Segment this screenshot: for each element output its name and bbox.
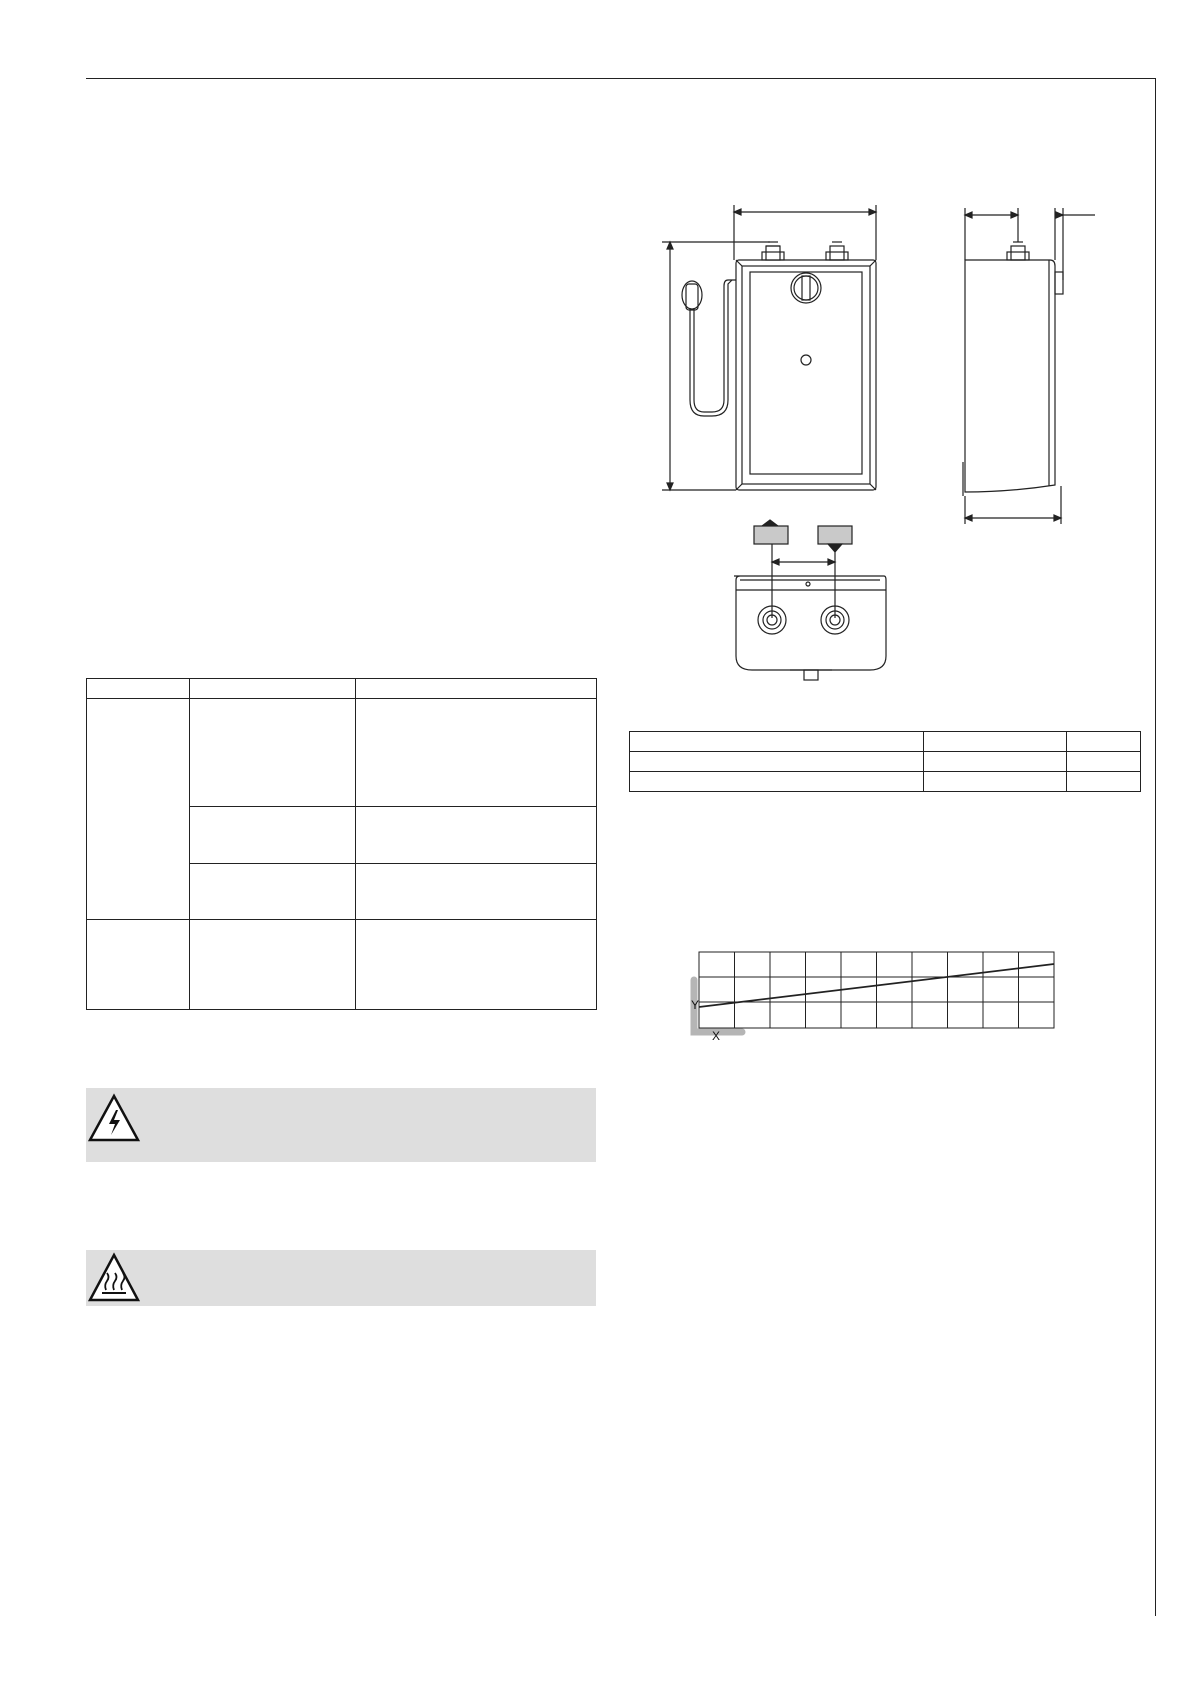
table-row bbox=[87, 699, 597, 807]
table-cell bbox=[924, 752, 1067, 772]
table-cell bbox=[190, 863, 356, 919]
dimension-table bbox=[629, 731, 1141, 792]
table-cell bbox=[630, 732, 924, 752]
table-header-cell bbox=[190, 679, 356, 699]
table-cell bbox=[190, 807, 356, 863]
heater-bottom-view-drawing bbox=[730, 518, 900, 693]
hot-surface-warning-icon bbox=[86, 1250, 142, 1306]
table-cell bbox=[1067, 752, 1141, 772]
table-row bbox=[87, 919, 597, 1009]
table-cell bbox=[190, 919, 356, 1009]
table-header-row bbox=[630, 732, 1141, 752]
axis-label-y: Y bbox=[691, 998, 700, 1012]
electric-warning-notice bbox=[86, 1088, 596, 1162]
table-cell bbox=[630, 772, 924, 792]
table-cell bbox=[356, 699, 597, 807]
table-cell bbox=[1067, 772, 1141, 792]
table-cell bbox=[356, 807, 597, 863]
table-row bbox=[630, 752, 1141, 772]
table-cell bbox=[190, 699, 356, 807]
table-header-row bbox=[87, 679, 597, 699]
table-cell bbox=[1067, 732, 1141, 752]
heater-side-view-drawing bbox=[955, 200, 1105, 530]
specification-table bbox=[86, 678, 597, 1010]
table-cell bbox=[87, 699, 190, 920]
hot-surface-warning-notice bbox=[86, 1250, 596, 1306]
table-cell bbox=[924, 772, 1067, 792]
heater-front-view-drawing bbox=[640, 200, 930, 500]
page-top-rule bbox=[86, 78, 1155, 79]
table-cell bbox=[356, 919, 597, 1009]
page-right-rule bbox=[1155, 78, 1156, 1616]
table-cell bbox=[356, 863, 597, 919]
electric-hazard-warning-icon bbox=[86, 1088, 142, 1148]
table-row bbox=[630, 772, 1141, 792]
table-cell bbox=[87, 919, 190, 1009]
axis-label-x: X bbox=[712, 1029, 721, 1040]
table-header-cell bbox=[356, 679, 597, 699]
grid-diagram bbox=[690, 950, 1060, 1040]
table-cell bbox=[924, 732, 1067, 752]
table-header-cell bbox=[87, 679, 190, 699]
table-cell bbox=[630, 752, 924, 772]
